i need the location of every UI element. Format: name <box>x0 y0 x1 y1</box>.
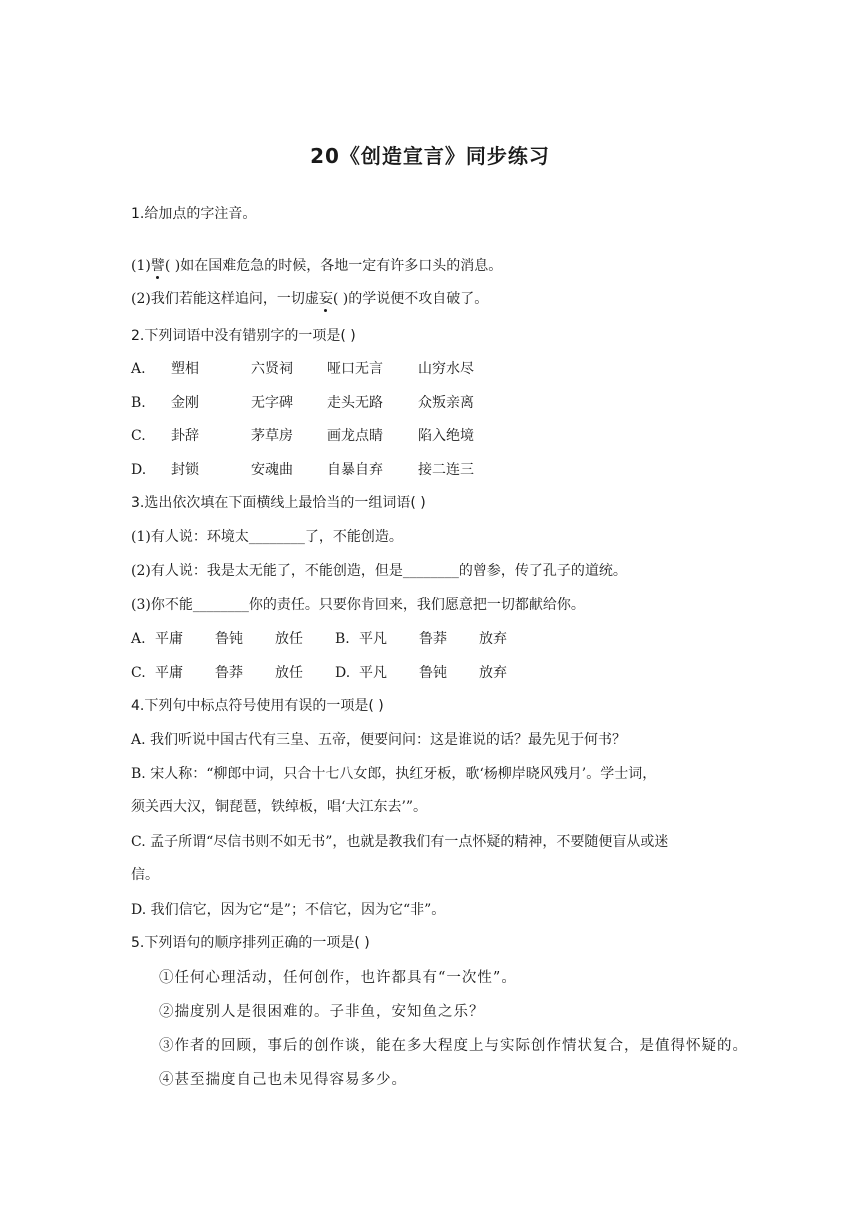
q4-stem: 4.下列句中标点符号使用有误的一项是( ) <box>131 698 384 714</box>
q5-stem: 5.下列语句的顺序排列正确的一项是( ) <box>131 935 370 951</box>
q4-option-b-line-2: 须关西大汉，铜琵琶，铁绰板，唱‘大江东去’”。 <box>131 799 428 815</box>
option-word: 平凡 <box>359 665 387 681</box>
q1-s2-rest: ( )的学说便不攻自破了。 <box>332 291 489 307</box>
q3-sentence-1: (1)有人说：环境太________了，不能创造。 <box>131 529 403 545</box>
option-label: D. <box>335 665 351 681</box>
option-word: 自暴自弃 <box>327 462 383 478</box>
option-word: 鲁莽 <box>419 631 447 647</box>
q3-sentence-2: (2)有人说：我是太无能了，不能创造，但是________的曾参，传了孔子的道统。 <box>131 563 627 579</box>
option-label: B. <box>131 395 146 411</box>
q1-s1-rest: ( )如在国难危急的时候，各地一定有许多口头的消息。 <box>164 258 503 274</box>
q1-s2-dotted-char: 妄 <box>318 291 333 307</box>
option-word: 放弃 <box>479 631 507 647</box>
option-word: 金刚 <box>171 395 199 411</box>
q1-sentence-1 <box>131 257 741 275</box>
q2-option-c <box>131 427 741 445</box>
q1-s1-prefix: (1) <box>131 258 151 274</box>
q1-s1-dotted-char: 譬 <box>150 258 165 274</box>
q5-item-2: ②揣度别人是很困难的。子非鱼，安知鱼之乐？ <box>159 1004 485 1020</box>
option-word: 山穷水尽 <box>418 361 474 377</box>
q5-item-3: ③作者的回顾，事后的创作谈，能在多大程度上与实际创作情状复合，是值得怀疑的。 <box>159 1038 748 1054</box>
option-word: 鲁莽 <box>215 665 243 681</box>
option-label: C. <box>131 665 146 681</box>
q2-option-d <box>131 461 741 479</box>
option-label: C. <box>131 428 146 444</box>
option-word: 安魂曲 <box>251 462 293 478</box>
option-word: 平凡 <box>359 631 387 647</box>
option-word: 塑相 <box>171 361 199 377</box>
option-word: 卦辞 <box>171 428 199 444</box>
option-word: 封锁 <box>171 462 199 478</box>
option-word: 放任 <box>275 665 303 681</box>
page-title: 20《创造宣言》同步练习 <box>310 144 550 168</box>
q3-stem: 3.选出依次填在下面横线上最恰当的一组词语( ) <box>131 495 426 511</box>
option-label: B. <box>335 631 350 647</box>
q5-item-1: ①任何心理活动，任何创作，也许都具有“一次性”。 <box>159 970 517 986</box>
option-word: 平庸 <box>155 665 183 681</box>
q4-option-d: D. 我们信它，因为它“是”；不信它，因为它“非”。 <box>131 902 446 918</box>
option-word: 走头无路 <box>327 395 383 411</box>
q1-s2-prefix: (2)我们若能这样追问，一切虚 <box>131 291 319 307</box>
q3-options-row-2 <box>131 664 741 682</box>
option-word: 画龙点睛 <box>327 428 383 444</box>
option-word: 放任 <box>275 631 303 647</box>
option-word: 放弃 <box>479 665 507 681</box>
q4-option-b-line-1: B. 宋人称：“柳郎中词，只合十七八女郎，执红牙板，歌‘杨柳岸晓风残月’。学士词， <box>131 766 657 782</box>
q3-options-row-1 <box>131 630 741 648</box>
option-word: 接二连三 <box>418 462 474 478</box>
q4-option-a: A. 我们听说中国古代有三皇、五帝，便要问问：这是谁说的话？最先见于何书？ <box>131 732 627 748</box>
option-word: 无字碑 <box>251 395 293 411</box>
option-label: D. <box>131 462 147 478</box>
q1-sentence-2 <box>131 290 741 308</box>
q4-option-c-line-1: C. 孟子所谓“尽信书则不如无书”，也就是教我们有一点怀疑的精神，不要随便盲从或迷 <box>131 834 669 850</box>
q5-item-4: ④甚至揣度自己也未见得容易多少。 <box>159 1072 407 1088</box>
option-word: 鲁钝 <box>215 631 243 647</box>
q4-option-c-line-2: 信。 <box>131 867 159 883</box>
option-word: 鲁钝 <box>419 665 447 681</box>
option-word: 陷入绝境 <box>418 428 474 444</box>
option-word: 六贤祠 <box>251 361 293 377</box>
q3-sentence-3: (3)你不能________你的责任。只要你肯回来，我们愿意把一切都献给你。 <box>131 597 585 613</box>
option-label: A. <box>131 361 146 377</box>
q2-stem: 2.下列词语中没有错别字的一项是( ) <box>131 328 356 344</box>
q1-stem: 1.给加点的字注音。 <box>131 206 257 222</box>
option-word: 众叛亲离 <box>418 395 474 411</box>
option-word: 茅草房 <box>251 428 293 444</box>
q2-option-b <box>131 394 741 412</box>
q2-option-a <box>131 360 741 378</box>
option-word: 哑口无言 <box>327 361 383 377</box>
option-word: 平庸 <box>155 631 183 647</box>
option-label: A. <box>131 631 146 647</box>
